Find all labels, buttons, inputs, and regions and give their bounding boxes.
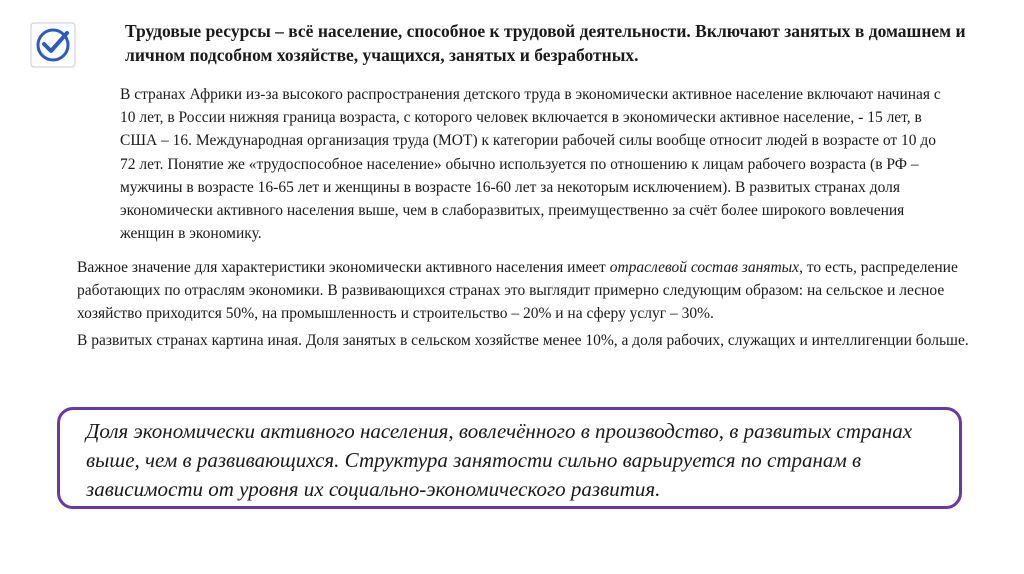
slide-title: Трудовые ресурсы – всё население, способное к трудовой деятельности. Включают занятых в домашнем и личном подсобном хозяйстве, учащихся, занятых и безработных. <box>125 21 966 65</box>
summary-callout-box <box>57 407 962 509</box>
paragraph-sector-structure <box>77 256 997 325</box>
paragraph-sector-structure-lead: Важное значение для характеристики экономически активного населения имеет <box>77 259 610 276</box>
checkmark-badge-icon <box>30 22 76 68</box>
paragraph-developed-countries: В развитых странах картина иная. Доля занятых в сельском хозяйстве менее 10%, а доля рабочих, служащих и интеллигенции больше. <box>77 332 969 349</box>
emphasis-sector-composition: отраслевой состав занятых <box>609 259 800 276</box>
summary-callout-text: Доля экономически активного населения, вовлечённого в производство, в развитых странах выше, чем в развивающихся. Структура занятости сильно варьируется по странам в зависимости от уровня их социально-экономического развития. <box>86 419 913 501</box>
paragraph-age-limits: В странах Африки из-за высокого распространения детского труда в экономически активное население включают начиная с 10 лет, в России нижняя граница возраста, с которого человек включается в экономически активное население, - 15 лет, в США – 16. Международная организация труда (МОТ) к категории рабочей силы вообще относит людей в возрасте от 10 до 72 лет. Понятие же «трудоспособное население» обычно используется по отношению к лицам рабочего возраста (в РФ – мужчины в возрасте 16-65 лет и женщины в возрасте 16-60 лет за некоторым исключением). В развитых странах доля экономически активного населения выше, чем в слаборазвитых, преимущественно за счёт более широкого вовлечения женщин в экономику. <box>120 86 941 243</box>
paragraph-sector-structure-rest: , то есть, распределение работающих по отраслям экономики. В развивающихся странах это выглядит примерно следующим образом: на сельское и лесное хозяйство приходится 50%, на промышленность и строительство – 20% и на сферу услуг – 30%. <box>77 259 958 322</box>
